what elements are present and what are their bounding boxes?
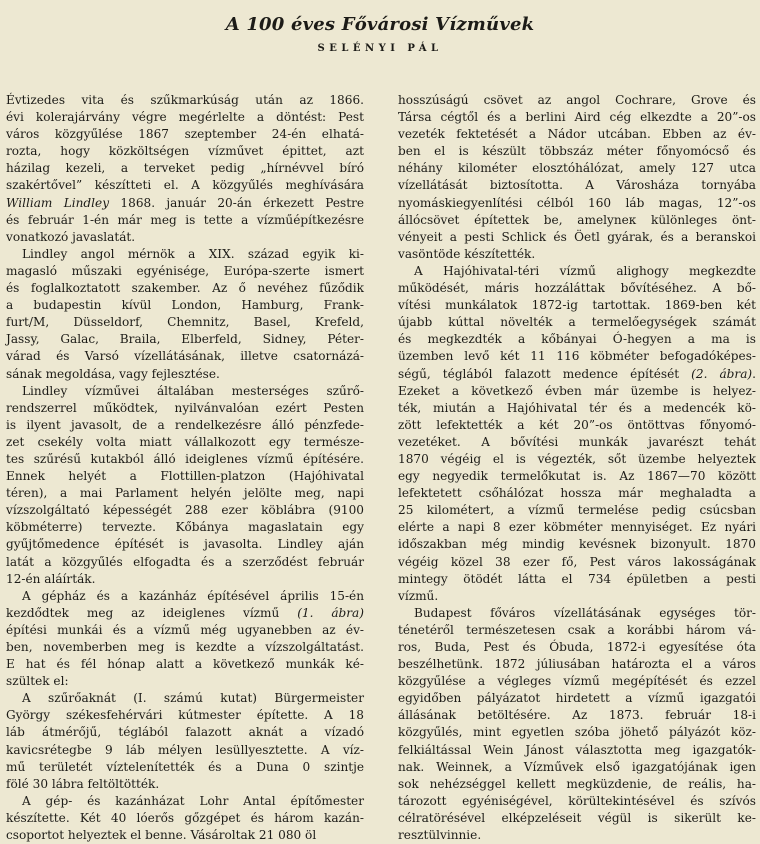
text-line: Ezeket a következő évben már üzembe is helyez- [398, 383, 756, 398]
text-line: A szűrőaknát (I. számú kutat) Bürgermeister [22, 691, 364, 706]
text-line: tározott egyéniségével, körültekintésével és szívós [398, 793, 756, 808]
text-line: fölé 30 lábra feltöltötték. [6, 776, 160, 791]
text-line: egy negyedik termelőkutat is. Az 1867—70 között [398, 469, 756, 484]
paragraph [398, 92, 756, 263]
text-line: elérte a napi 8 ezer köbméter mennyiséget. Ez nyári [398, 520, 756, 535]
text-line: vezetéket. A bővítési munkák javarészt tehát [398, 434, 756, 449]
paragraph [398, 263, 756, 605]
text-line: ténetéről természetesen csak a korábbi három vá- [398, 622, 756, 637]
text-line: vasöntöde készítették. [398, 246, 536, 261]
text-line: E hat és fél hónap alatt a következő munkák ké- [6, 657, 364, 672]
text-line: építési munkái és a vízmű még ugyanebben az év- [6, 622, 364, 637]
text-line: vényeit a pesti Schlick és Öetl gyárak, és a beranskoi [398, 229, 756, 244]
text-line: vítési munkálatok 1872-ig tartottak. 1869-ben két [398, 298, 756, 313]
text-line: néhány kilométer elosztóhálózat, amely 127 utca [398, 161, 756, 176]
text-line: mű területét víztelenítették és a Duna 0 szintje [6, 759, 364, 774]
text-line: állócsövet építettek be, amelyneк különleges önt- [398, 212, 756, 227]
text-line: ségű, téglából falazott medence építését (2. ábra). [398, 366, 756, 381]
text-line: latát a közgyűlés elfogadta és a szerződést február [6, 554, 364, 569]
text-line: A Hajóhivatal-téri vízmű alighogy megkezdte [414, 263, 756, 278]
paragraph [6, 383, 364, 588]
text-line: célratörésével elképzeléseit végül is sikerült ke- [398, 810, 756, 825]
text-line: vezeték fektetését a Nádor utcában. Ebben az év- [398, 127, 756, 142]
text-line: téren), a mai Parlament helyén jelölte meg, napi [6, 486, 364, 501]
text-line: rendszerrel működtek, nyilvánvalóan ezért Pesten [6, 400, 364, 415]
text-line: vízmű. [398, 588, 439, 603]
text-line: Budapest főváros vízellátásának egységes tör- [414, 605, 756, 620]
text-line: kezdődtek meg az ideiglenes vízmű (1. ábra) [6, 605, 364, 620]
text-line: mintegy ötödét látta el 734 épületben a pesti [398, 571, 756, 586]
text-line: közgyűlése a végleges vízmű megépítését és ezzel [398, 674, 756, 689]
text-line: nak. Weinnek, a Vízművek első igazgatójának igen [398, 759, 756, 774]
text-line: A gépház és a kazánház építésével április 15-én [22, 588, 364, 603]
text-line: lefektetett csőhálózat hossza már meghaladta a [398, 486, 756, 501]
text-line: sok nehézséggel kellett megküzdenie, de reális, ha- [398, 776, 756, 791]
text-line: 12-én aláírták. [6, 571, 96, 586]
text-line: szakértővel” készítteti el. A közgyűlés meghívására [6, 178, 364, 193]
paragraph [6, 793, 364, 844]
text-line: és foglalkoztatott szakember. Az ő nevéhez fűződik [6, 281, 364, 296]
text-line: házilag kezeli, a terveket pedig „hírnévvel bíró [6, 161, 364, 176]
text-line: resztülvinnie. [398, 828, 482, 843]
article-author: SELÉNYI PÁL [317, 43, 443, 54]
text-line: sának megoldása, vagy fejlesztése. [6, 366, 220, 381]
text-line: nyomáskiegyenlítési célból 160 láb magas, 12”-os [398, 195, 756, 210]
text-line: is ilyent javasolt, de a rendelkezésre álló pénzfede- [6, 417, 364, 432]
text-line: felkiáltással Wein Jánost választotta meg igazgatók- [398, 742, 756, 757]
text-line: üzemben levő két 11 116 köbméter befogadóképes- [398, 349, 756, 364]
left-column [6, 92, 364, 844]
paragraph [398, 605, 756, 844]
text-line: kavicsrétegbe 9 láb mélyen lesüllyesztette. A víz- [6, 742, 364, 757]
right-column [398, 92, 756, 844]
text-line: a budapestin kívül London, Hamburg, Frank- [6, 298, 364, 313]
text-line: zet csekély volta miatt vállalkozott egy természe- [6, 434, 364, 449]
text-line: rozta, hogy közköltségen vízművet épittet, azt [6, 144, 364, 159]
text-line: Jassy, Galac, Braila, Elberfeld, Sidney, Péter- [6, 332, 364, 347]
text-line: furt/M, Düsseldorf, Chemnitz, Basel, Krefeld, [6, 315, 364, 330]
text-line: csoportot helyeztek el benne. Vásároltak 21 080 öl [6, 828, 317, 843]
text-line: ben el is készült többszáz méter főnyomócső és [398, 144, 756, 159]
text-line: beszélhetünk. 1872 júliusában határozta el a város [398, 657, 756, 672]
text-line: William Lindley 1868. január 20-án érkezett Pestre [6, 195, 365, 210]
paragraph [6, 690, 364, 793]
paragraph [6, 588, 364, 691]
text-line: és február 1-én már meg is tette a vízműépítkezésre [6, 212, 364, 227]
text-line: hosszúságú csövet az angol Cochrare, Grove és [398, 93, 756, 107]
text-line: György székesfehérvári kútmester építette. A 18 [6, 708, 364, 723]
text-line: időszakban még mindig kevésnek bizonyult. 1870 [398, 537, 756, 552]
text-line: újabb kúttal növelték a termelőegységek számát [398, 315, 756, 330]
text-line: láb átmérőjű, téglából falazott aknát a vízadó [6, 725, 364, 740]
text-line: várad és Varsó vízellátásának, illetve csatornázá- [6, 349, 364, 364]
text-line: állásának betöltésére. Az 1873. február 18-i [398, 708, 756, 723]
text-line: 25 kilométert, a vízmű termelése pedig csúcsban [398, 503, 756, 518]
text-line: város közgyűlése 1867 szeptember 24-én elhatá- [6, 127, 364, 142]
text-line: működését, máris hozzáláttak bővítéséhez. A bő- [398, 281, 756, 296]
text-line: Lindley vízművei általában mesterséges szűrő- [22, 383, 364, 398]
text-line: köbméterre) tervezte. Kőbánya magaslatain egy [6, 520, 364, 535]
article-title: A 100 éves Fővárosi Vízművek [225, 14, 535, 35]
text-line: magasló műszaki egyénisége, Európa-szerte ismert [6, 263, 364, 278]
text-line: Társa cégtől és a berlini Aird cég elkezdte a 20”-os [398, 110, 756, 125]
text-line: ték, miután a Hajóhivatal tér és a medencék kö- [398, 400, 756, 415]
text-line: egyidőben pályázatot hirdetett a vízmű igazgatói [398, 691, 756, 706]
text-line: ben, novemberben meg is kezdte a vízszolgáltatást. [6, 640, 364, 654]
text-line: A gép- és kazánházat Lohr Antal építőmester [22, 793, 364, 808]
text-line: Lindley angol mérnök a XIX. század egyik ki- [22, 246, 364, 261]
text-line: készítette. Két 40 lóerős gőzgépet és három kazán- [6, 810, 364, 825]
text-line: vonatkozó javaslatát. [6, 229, 136, 244]
paragraph [6, 246, 364, 383]
text-line: közgyűlés, mint egyetlen szóba jöhető pályázót köz- [398, 725, 756, 740]
text-line: és megkezdték a kőbányai Ó-hegyen a ma is [398, 332, 756, 347]
text-line: vízellátását biztosította. A Városháza tornyába [398, 178, 756, 193]
text-line: 1870 végéig el is végezték, sőt üzembe helyeztek [398, 451, 756, 466]
text-line: végéig közel 38 ezer fő, Pest város lakosságának [398, 554, 756, 569]
text-line: szültek el: [6, 674, 69, 689]
paragraph [6, 92, 364, 246]
text-line: vízszolgáltató képességét 288 ezer köblábra (9100 [6, 503, 364, 518]
text-line: zött lefektették a két 20”-os öntöttvas főnyomó- [398, 417, 756, 432]
text-line: évi kolerajárvány végre megérlelte a döntést: Pest [6, 110, 364, 125]
text-line: Ennek helyét a Flottillen-platzon (Hajóhivatal [6, 469, 364, 484]
text-line: ros, Buda, Pest és Óbuda, 1872-i egyesítése óta [398, 640, 756, 654]
text-line: Évtizedes vita és szűkmarkúság után az 1866. [6, 93, 364, 107]
text-line: gyűjtőmedence építését is javasolta. Lindley aján [6, 537, 364, 552]
text-line: tes szűrésű kutakból álló ideiglenes vízmű építésére. [6, 451, 364, 466]
